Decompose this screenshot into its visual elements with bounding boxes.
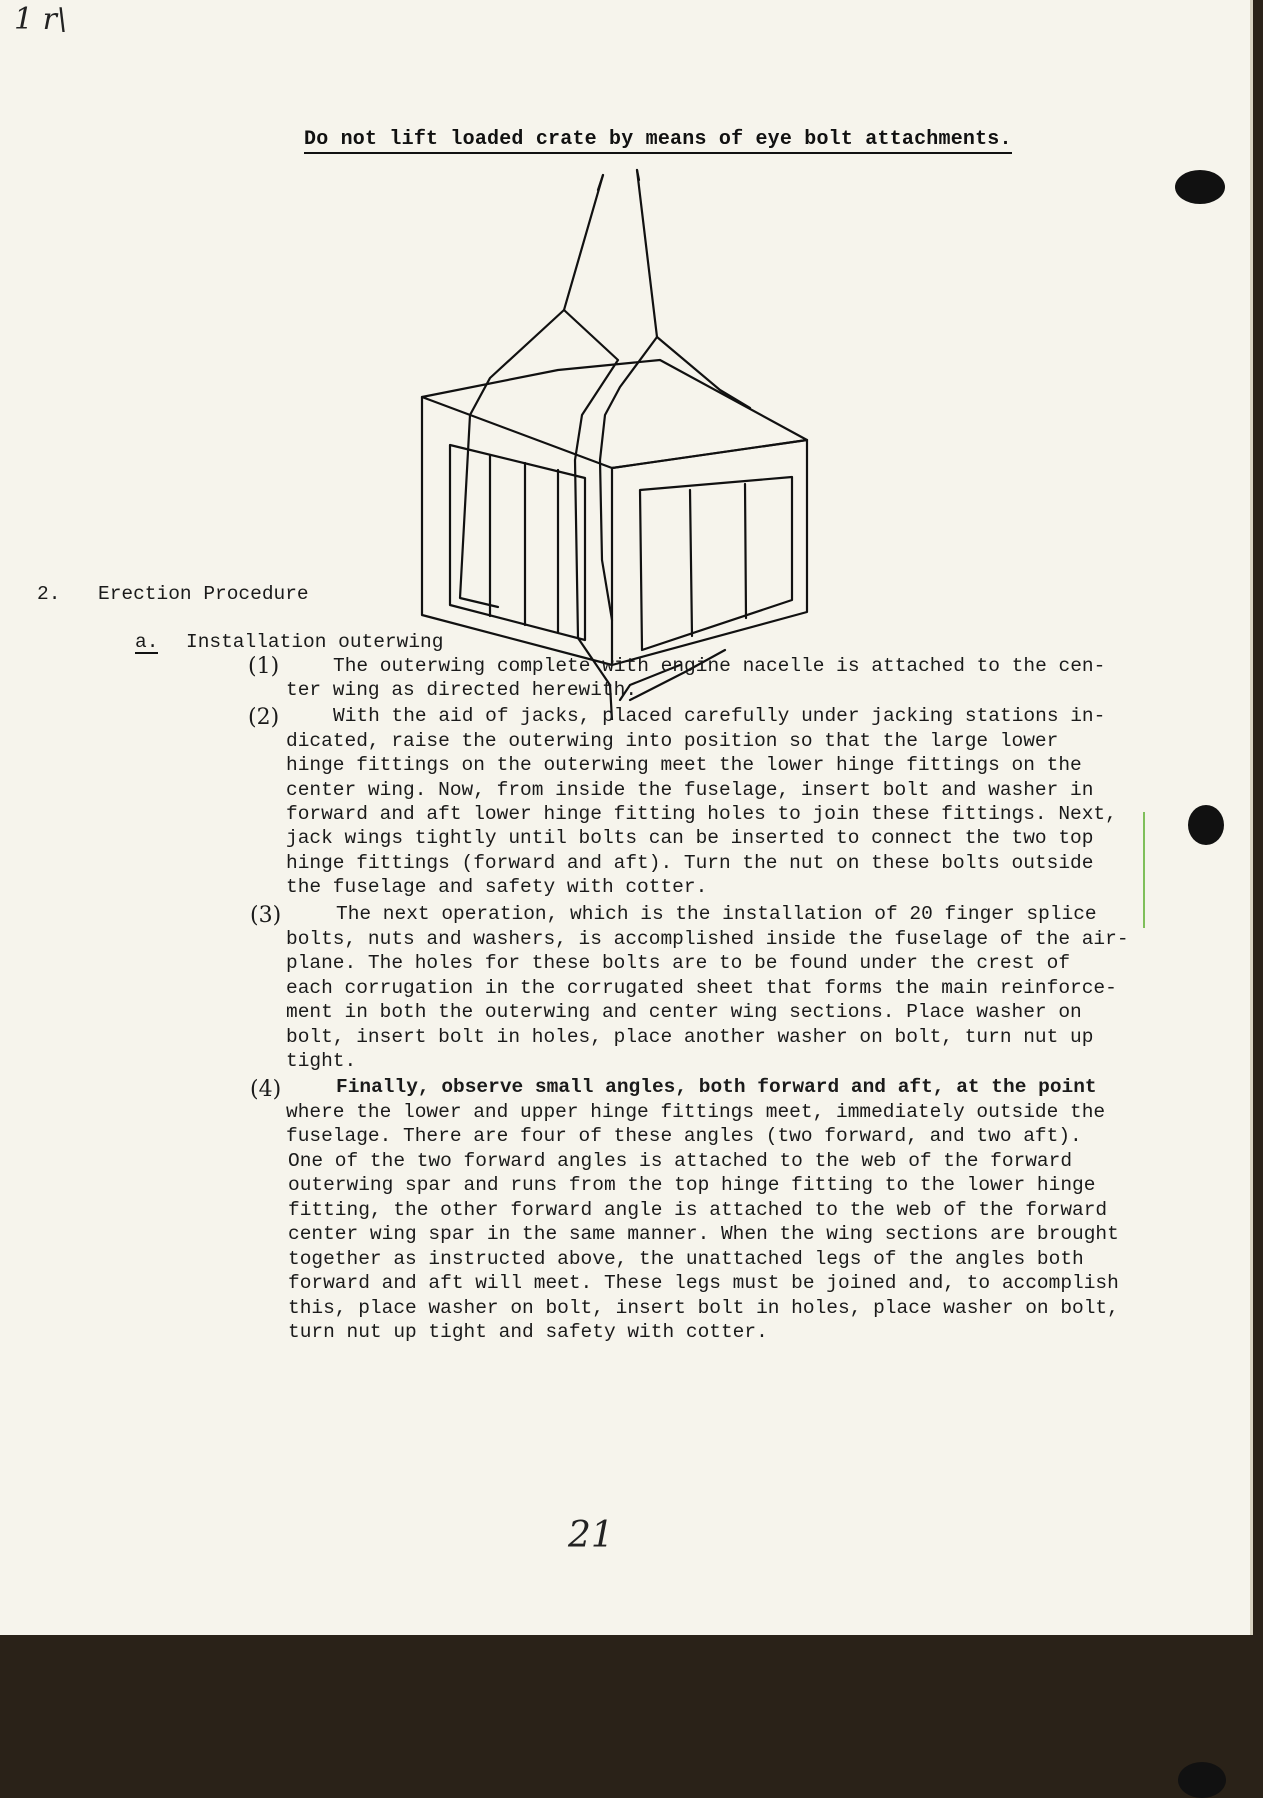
caution-heading: Do not lift loaded crate by means of eye bolt attachments. bbox=[304, 128, 1012, 154]
crate-lifting-sketch bbox=[380, 160, 830, 720]
binder-hole-top bbox=[1175, 170, 1225, 204]
step-line: each corrugation in the corrugated sheet that forms the main reinforce- bbox=[286, 977, 1117, 999]
step-line: ment in both the outerwing and center wing sections. Place washer on bbox=[286, 1001, 1082, 1023]
step-line: turn nut up tight and safety with cotter. bbox=[288, 1321, 768, 1343]
step-line: center wing spar in the same manner. When the wing sections are brought bbox=[288, 1223, 1119, 1245]
step-line: hinge fittings (forward and aft). Turn the nut on these bolts outside bbox=[286, 852, 1094, 874]
step-line: bolt, insert bolt in holes, place another washer on bolt, turn nut up bbox=[286, 1026, 1094, 1048]
step-line: The next operation, which is the installation of 20 finger splice bbox=[336, 903, 1097, 925]
step-line: the fuselage and safety with cotter. bbox=[286, 876, 708, 898]
step-line: this, place washer on bolt, insert bolt in holes, place washer on bolt, bbox=[288, 1297, 1119, 1319]
step-number: (2) bbox=[248, 705, 280, 730]
step-line: fuselage. There are four of these angles (two forward, and two aft). bbox=[286, 1125, 1082, 1147]
step-line: With the aid of jacks, placed carefully under jacking stations in- bbox=[333, 705, 1106, 727]
step-line: where the lower and upper hinge fittings meet, immediately outside the bbox=[286, 1101, 1106, 1123]
step-line: center wing. Now, from inside the fuselage, insert bolt and washer in bbox=[286, 779, 1094, 801]
step-line: dicated, raise the outerwing into position so that the large lower bbox=[286, 730, 1059, 752]
step-line: ter wing as directed herewith. bbox=[286, 679, 638, 701]
step-line: together as instructed above, the unattached legs of the angles both bbox=[288, 1248, 1084, 1270]
section-title: Erection Procedure bbox=[98, 583, 309, 605]
step-line: One of the two forward angles is attached to the web of the forward bbox=[288, 1150, 1073, 1172]
page-number: 21 bbox=[568, 1515, 614, 1556]
step-number: (4) bbox=[250, 1077, 282, 1102]
subsection-letter: a. bbox=[135, 631, 159, 653]
binder-hole-bottom bbox=[1178, 1762, 1226, 1798]
step-line: plane. The holes for these bolts are to be found under the crest of bbox=[286, 952, 1071, 974]
section-number: 2. bbox=[37, 583, 61, 605]
step-line: forward and aft will meet. These legs must be joined and, to accomplish bbox=[288, 1272, 1119, 1294]
step-line: Finally, observe small angles, both forward and aft, at the point bbox=[336, 1076, 1097, 1098]
step-line: fitting, the other forward angle is attached to the web of the forward bbox=[288, 1199, 1108, 1221]
step-number: (3) bbox=[250, 903, 282, 928]
step-line: jack wings tightly until bolts can be inserted to connect the two top bbox=[286, 827, 1094, 849]
step-line: bolts, nuts and washers, is accomplished inside the fuselage of the air- bbox=[286, 928, 1129, 950]
binder-hole-middle bbox=[1188, 805, 1224, 845]
step-line: The outerwing complete with engine nacelle is attached to the cen- bbox=[333, 655, 1106, 677]
subsection-title: Installation outerwing bbox=[186, 631, 444, 653]
handwritten-corner-mark: 1 r\ bbox=[14, 2, 68, 37]
margin-mark bbox=[1143, 812, 1145, 928]
step-line: tight. bbox=[286, 1050, 357, 1072]
step-line: outerwing spar and runs from the top hinge fitting to the lower hinge bbox=[288, 1174, 1096, 1196]
step-number: (1) bbox=[248, 654, 280, 679]
step-line: hinge fittings on the outerwing meet the lower hinge fittings on the bbox=[286, 754, 1082, 776]
step-line: forward and aft lower hinge fitting holes to join these fittings. Next, bbox=[286, 803, 1117, 825]
